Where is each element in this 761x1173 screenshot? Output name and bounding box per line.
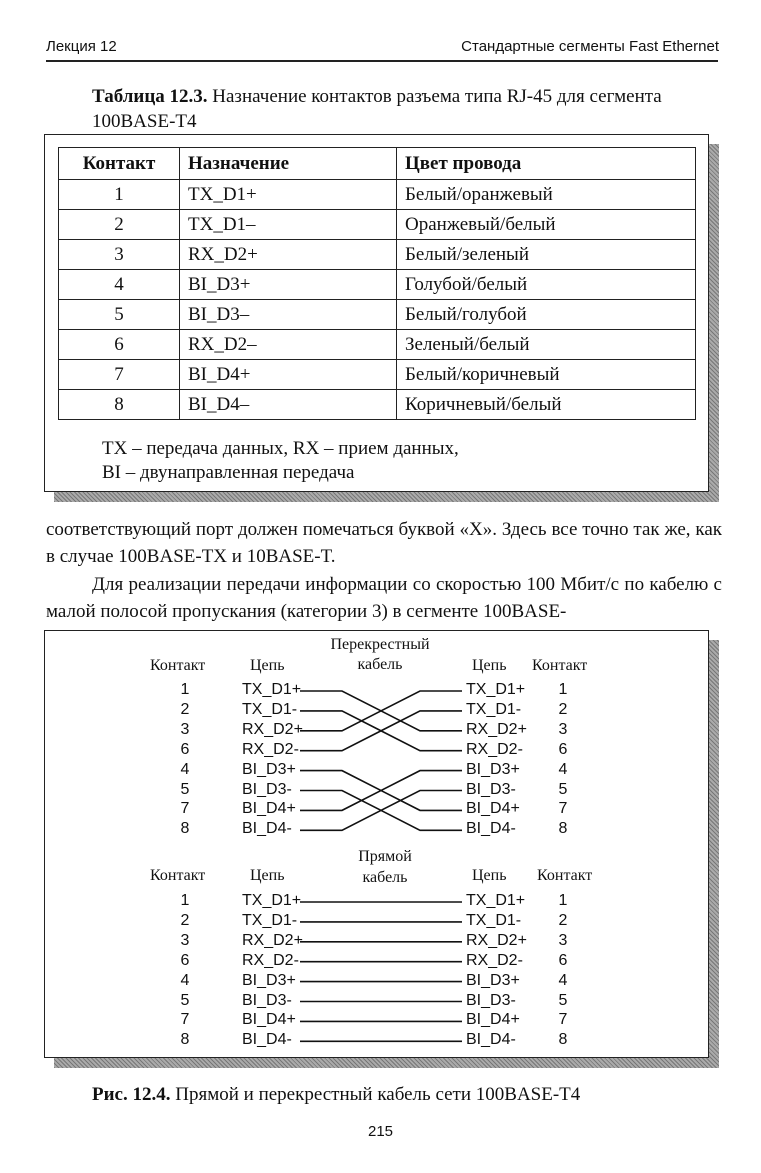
figure-caption-label: Рис. 12.4.	[92, 1084, 171, 1105]
crossover-left-signal: TX_D1-	[242, 700, 298, 718]
crossover-right-pin: 3	[558, 720, 568, 738]
crossover-right-pin: 4	[558, 760, 568, 778]
page-number: 215	[367, 1123, 394, 1140]
straight-right-pin: 8	[558, 1031, 568, 1049]
cell-contact: 6	[59, 330, 180, 360]
straight-left-pin: 1	[180, 892, 190, 909]
straight-left-signal: RX_D2+	[242, 931, 303, 949]
crossover-right-signal: TX_D1-	[466, 700, 522, 718]
crossover-right-pin: 2	[558, 700, 568, 718]
straight-left-pin: 3	[180, 931, 190, 949]
crossover-left-pin: 8	[180, 820, 190, 838]
crossover-right-pin: 1	[558, 681, 568, 698]
crossover-right-pin: 5	[558, 780, 568, 798]
cell-color: Голубой/белый	[397, 270, 696, 300]
straight-right-pin: 6	[558, 951, 568, 969]
crossover-right-contact-header: Контакт	[532, 657, 588, 674]
running-header-right: Стандартные сегменты Fast Ethernet	[461, 38, 719, 55]
straight-right-pin: 4	[558, 971, 568, 989]
crossover-left-pin: 6	[180, 740, 190, 758]
figure-caption	[92, 1082, 722, 1107]
cell-purpose: RX_D2+	[180, 240, 397, 270]
cell-color: Оранжевый/белый	[397, 210, 696, 240]
crossover-left-pin: 4	[180, 760, 190, 778]
straight-right-signal: TX_D1+	[466, 892, 526, 909]
straight-left-signal: BI_D4-	[242, 1031, 292, 1049]
straight-right-signal: BI_D3-	[466, 991, 516, 1009]
crossover-left-pin: 5	[180, 780, 190, 798]
cell-color: Белый/зеленый	[397, 240, 696, 270]
th-contact: Контакт	[59, 148, 180, 180]
cell-contact: 5	[59, 300, 180, 330]
straight-right-signal: BI_D4-	[466, 1031, 516, 1049]
crossover-left-signal: BI_D3+	[242, 760, 296, 778]
cell-purpose: BI_D3–	[180, 300, 397, 330]
straight-left-circuit-header: Цепь	[250, 867, 285, 884]
straight-left-signal: TX_D1-	[242, 911, 298, 929]
straight-left-contact-header: Контакт	[150, 867, 206, 884]
cell-contact: 1	[59, 180, 180, 210]
crossover-left-signal: RX_D2-	[242, 740, 299, 758]
crossover-left-pin: 3	[180, 720, 190, 738]
cell-contact: 3	[59, 240, 180, 270]
crossover-left-circuit-header: Цепь	[250, 657, 285, 674]
straight-left-signal: BI_D3+	[242, 971, 296, 989]
straight-left-pin: 5	[180, 991, 190, 1009]
crossover-right-signal: RX_D2+	[466, 720, 527, 738]
cell-purpose: BI_D4–	[180, 390, 397, 420]
straight-right-signal: TX_D1-	[466, 911, 522, 929]
straight-right-pin: 3	[558, 931, 568, 949]
crossover-right-signal: TX_D1+	[466, 681, 526, 698]
straight-right-contact-header: Контакт	[537, 867, 593, 884]
straight-right-circuit-header: Цепь	[472, 867, 507, 884]
crossover-right-signal: BI_D3+	[466, 760, 520, 778]
straight-right-pin: 5	[558, 991, 568, 1009]
crossover-right-pin: 8	[558, 820, 568, 838]
straight-right-signal: BI_D3+	[466, 971, 520, 989]
cell-purpose: BI_D3+	[180, 270, 397, 300]
crossover-left-pin: 7	[180, 800, 190, 818]
straight-left-pin: 8	[180, 1031, 190, 1049]
straight-left-signal: BI_D3-	[242, 991, 292, 1009]
cell-contact: 7	[59, 360, 180, 390]
body-paragraph-1: соответствующий порт должен помечаться буквой «X». Здесь все точно так же, как в случае 100BASE-TX и 10BASE-T.	[46, 519, 722, 567]
straight-left-pin: 6	[180, 951, 190, 969]
th-purpose: Назначение	[180, 148, 397, 180]
straight-right-pin: 1	[558, 892, 568, 909]
cell-color: Зеленый/белый	[397, 330, 696, 360]
straight-title-line1: Прямой	[358, 848, 412, 865]
crossover-right-signal: BI_D3-	[466, 780, 516, 798]
straight-left-pin: 7	[180, 1011, 190, 1029]
cell-color: Белый/коричневый	[397, 360, 696, 390]
cell-purpose: BI_D4+	[180, 360, 397, 390]
running-header-left: Лекция 12	[46, 38, 117, 55]
straight-left-signal: BI_D4+	[242, 1011, 296, 1029]
crossover-left-pin: 1	[180, 681, 190, 698]
cell-purpose: TX_D1+	[180, 180, 397, 210]
crossover-right-circuit-header: Цепь	[472, 657, 507, 674]
straight-right-signal: BI_D4+	[466, 1011, 520, 1029]
cell-purpose: RX_D2–	[180, 330, 397, 360]
crossover-right-signal: BI_D4-	[466, 820, 516, 838]
straight-left-signal: RX_D2-	[242, 951, 299, 969]
straight-title-line2: кабель	[362, 869, 408, 886]
cell-contact: 4	[59, 270, 180, 300]
crossover-title-line1: Перекрестный	[330, 636, 430, 653]
cell-color: Белый/голубой	[397, 300, 696, 330]
crossover-left-signal: BI_D3-	[242, 780, 292, 798]
crossover-title-line2: кабель	[357, 656, 403, 673]
straight-right-pin: 2	[558, 911, 568, 929]
crossover-left-signal: BI_D4+	[242, 800, 296, 818]
th-color: Цвет провода	[397, 148, 696, 180]
crossover-left-signal: RX_D2+	[242, 720, 303, 738]
figure-caption-text: Прямой и перекрестный кабель сети 100BASE-T4	[175, 1084, 581, 1105]
crossover-right-pin: 6	[558, 740, 568, 758]
cell-purpose: TX_D1–	[180, 210, 397, 240]
crossover-left-contact-header: Контакт	[150, 657, 206, 674]
crossover-left-signal: TX_D1+	[242, 681, 302, 698]
cell-contact: 8	[59, 390, 180, 420]
table-note-line2: BI – двунаправленная передача	[102, 462, 355, 483]
straight-right-signal: RX_D2+	[466, 931, 527, 949]
straight-left-pin: 4	[180, 971, 190, 989]
crossover-left-pin: 2	[180, 700, 190, 718]
crossover-right-pin: 7	[558, 800, 568, 818]
straight-right-signal: RX_D2-	[466, 951, 523, 969]
crossover-left-signal: BI_D4-	[242, 820, 292, 838]
body-paragraph-2: Для реализации передачи информации со скоростью 100 Мбит/с по кабелю с малой полосой пропускания (категории 3) в сегменте 100BASE-	[46, 574, 722, 622]
table-caption-text: Назначение контактов разъема типа RJ-45 для сегмента 100BASE-T4	[92, 86, 662, 132]
straight-right-pin: 7	[558, 1011, 568, 1029]
table-caption-label: Таблица 12.3.	[92, 86, 208, 107]
cell-color: Белый/оранжевый	[397, 180, 696, 210]
crossover-right-signal: BI_D4+	[466, 800, 520, 818]
table-note-line1: TX – передача данных, RX – прием данных,	[102, 438, 459, 459]
crossover-right-signal: RX_D2-	[466, 740, 523, 758]
cell-color: Коричневый/белый	[397, 390, 696, 420]
straight-left-signal: TX_D1+	[242, 892, 302, 909]
cell-contact: 2	[59, 210, 180, 240]
straight-left-pin: 2	[180, 911, 190, 929]
